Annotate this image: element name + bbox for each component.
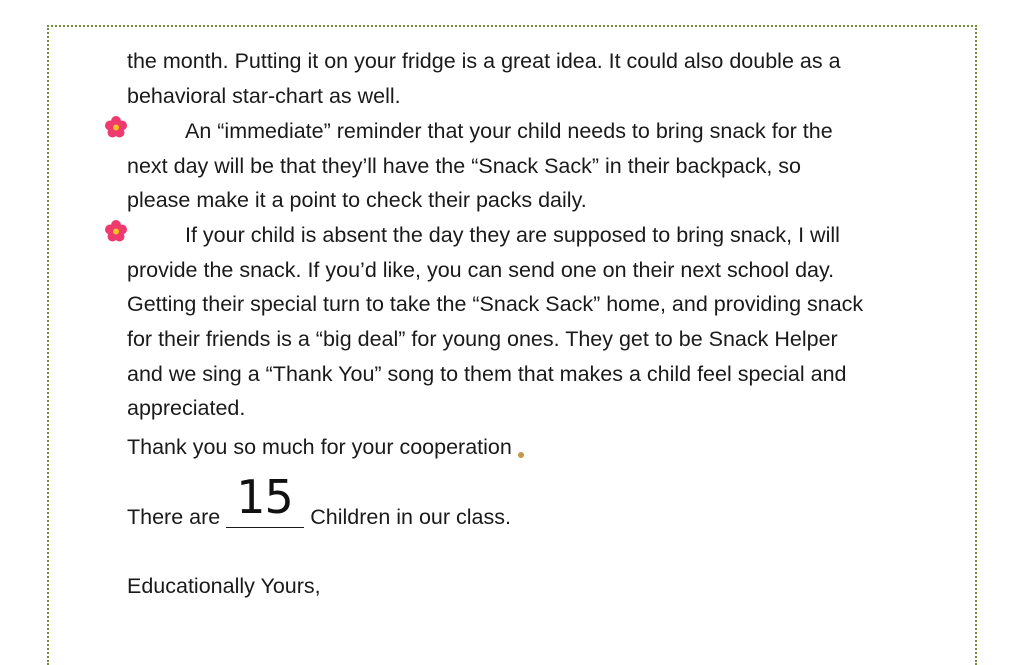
thanks-text: Thank you so much for your cooperation: [127, 435, 512, 459]
text-line: provide the snack. If you’d like, you can send one on their next school day.: [127, 257, 835, 282]
count-blank: [226, 470, 304, 528]
text-line: appreciated.: [127, 396, 246, 421]
count-prefix: There are: [127, 505, 221, 529]
dot-mark: [518, 452, 524, 458]
text-line: please make it a point to check their packs daily.: [127, 188, 587, 213]
count-suffix: Children in our class.: [310, 505, 511, 529]
pink-flower-icon: [104, 115, 128, 139]
text-line: behavioral star-chart as well.: [127, 83, 401, 108]
text-line: If your child is absent the day they are supposed to bring snack, I will: [185, 223, 840, 247]
text-line: and we sing a “Thank You” song to them that makes a child feel special and: [127, 361, 847, 386]
paragraph-absent: [127, 218, 967, 426]
text-line: An “immediate” reminder that your child needs to bring snack for the: [185, 119, 833, 143]
paragraph-reminder: [127, 114, 967, 218]
thanks-line: [127, 430, 524, 464]
text-line: the month. Putting it on your fridge is a great idea. It could also double as a: [127, 49, 841, 73]
text-line: next day will be that they’ll have the “Snack Sack” in their backpack, so: [127, 153, 802, 178]
handwritten-count: 15: [236, 470, 293, 524]
pink-flower-icon: [104, 219, 128, 243]
class-count-line: [127, 470, 511, 534]
paragraph-fridge: [127, 44, 967, 113]
text-line: for their friends is a “big deal” for young ones. They get to be Snack Helper: [127, 327, 838, 352]
text-line: Getting their special turn to take the “Snack Sack” home, and providing snack: [127, 292, 864, 317]
closing-signoff: Educationally Yours,: [127, 574, 321, 598]
